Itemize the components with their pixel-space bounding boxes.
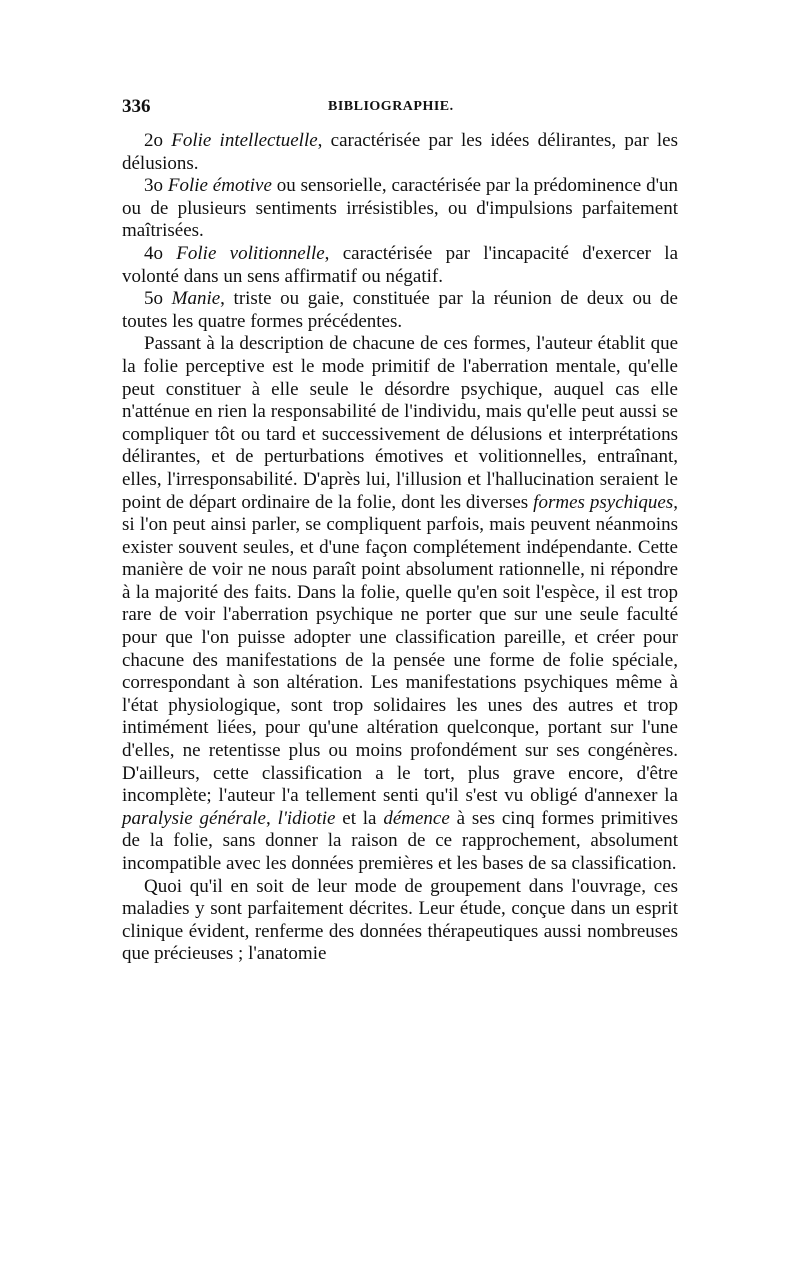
page-header [122, 96, 678, 126]
body-text [122, 130, 678, 966]
paragraph [122, 876, 678, 966]
book-page [122, 96, 678, 966]
text-run: 2o [144, 130, 172, 151]
paragraph [122, 175, 678, 243]
text-run-italic: paralysie générale [122, 807, 266, 829]
text-run-italic: démence [383, 807, 450, 829]
text-run: et la [335, 807, 384, 829]
paragraph [122, 333, 678, 875]
text-run: , triste ou gaie, constituée par la réunion de deux ou de toutes les quatre formes précédentes. [122, 288, 678, 332]
text-run: Passant à la description de chacune de ces formes, l'auteur établit que la folie perceptive est le mode primitif de l'aberration mentale, qu'elle peut constituer à elle seule le désordre psychique, auquel cas elle n'atténue en rien la responsabilité de l'individu, mais qu'elle peut aussi se compliquer tôt ou tard et successivement de délusions et interprétations délirantes, et de perturbations émotives et volitionnelles, entraînant, elles, l'irresponsabilité. D'après lui, l'illusion et l'hallucination seraient le point de départ ordinaire de la folie, dont les diverses [122, 333, 678, 513]
text-run: 4o [144, 242, 177, 264]
text-run-italic: Folie émotive [167, 175, 272, 197]
paragraph [122, 288, 678, 333]
paragraph [122, 243, 678, 288]
text-run: Quoi qu'il en soit de leur mode de groupement dans l'ouvrage, ces maladies y sont parfaitement décrites. Leur étude, conçue dans un esprit clinique évident, renferme des données thérapeutiques aussi nombreuses que précieuses ; l'anatomie [122, 875, 678, 965]
text-run: ou sensorielle, caractérisée par la prédominence d'un ou de plusieurs sentiments irrésistibles, ou d'impulsions parfaitement maîtrisées. [122, 175, 678, 242]
text-run: , [266, 807, 278, 829]
paragraph [122, 130, 678, 175]
text-run: à ses cinq formes primitives de la folie, sans donner la raison de ce rapprochement, absolument incompatible avec les données premières et les bases de sa classification. [122, 807, 678, 874]
text-run: 3o [144, 175, 168, 197]
text-run-italic: Manie [171, 288, 221, 310]
running-title: BIBLIOGRAPHIE. [328, 99, 454, 114]
text-run-italic: Folie volitionnelle [176, 242, 325, 264]
text-run-italic: Folie intellectuelle [171, 130, 318, 151]
page-number: 336 [122, 96, 151, 117]
text-run: , si l'on peut ainsi parler, se compliquent parfois, mais peuvent néanmoins exister souvent seules, et d'une façon complétement indépendante. Cette manière de voir ne nous paraît point absolument rationnelle, ni répondre à la majorité des faits. Dans la folie, quelle qu'en soit l'espèce, il est trop rare de voir l'aberration psychique ne porter que sur une seule faculté pour que l'on puisse adopter une classification pareille, et créer pour chacune des manifestations de la pensée une forme de folie spéciale, correspondant à son altération. Les manifestations psychiques même à l'état physiologique, sont trop solidaires les unes des autres et trop intimément liées, pour qu'une altération quelconque, portant sur l'une d'elles, ne retentisse plus ou moins profondément sur ses congénères. D'ailleurs, cette classification a le tort, plus grave encore, d'être incomplète; l'auteur l'a tellement senti qu'il s'est vu obligé d'annexer la [122, 491, 678, 807]
text-run: 5o [144, 288, 172, 310]
text-run-italic: formes psychiques [533, 491, 674, 513]
text-run: , caractérisée par les idées délirantes, par les délusions. [122, 130, 678, 174]
text-run-italic: l'idiotie [277, 807, 336, 829]
text-run: , caractérisée par l'incapacité d'exercer la volonté dans un sens affirmatif ou négatif. [122, 242, 679, 287]
